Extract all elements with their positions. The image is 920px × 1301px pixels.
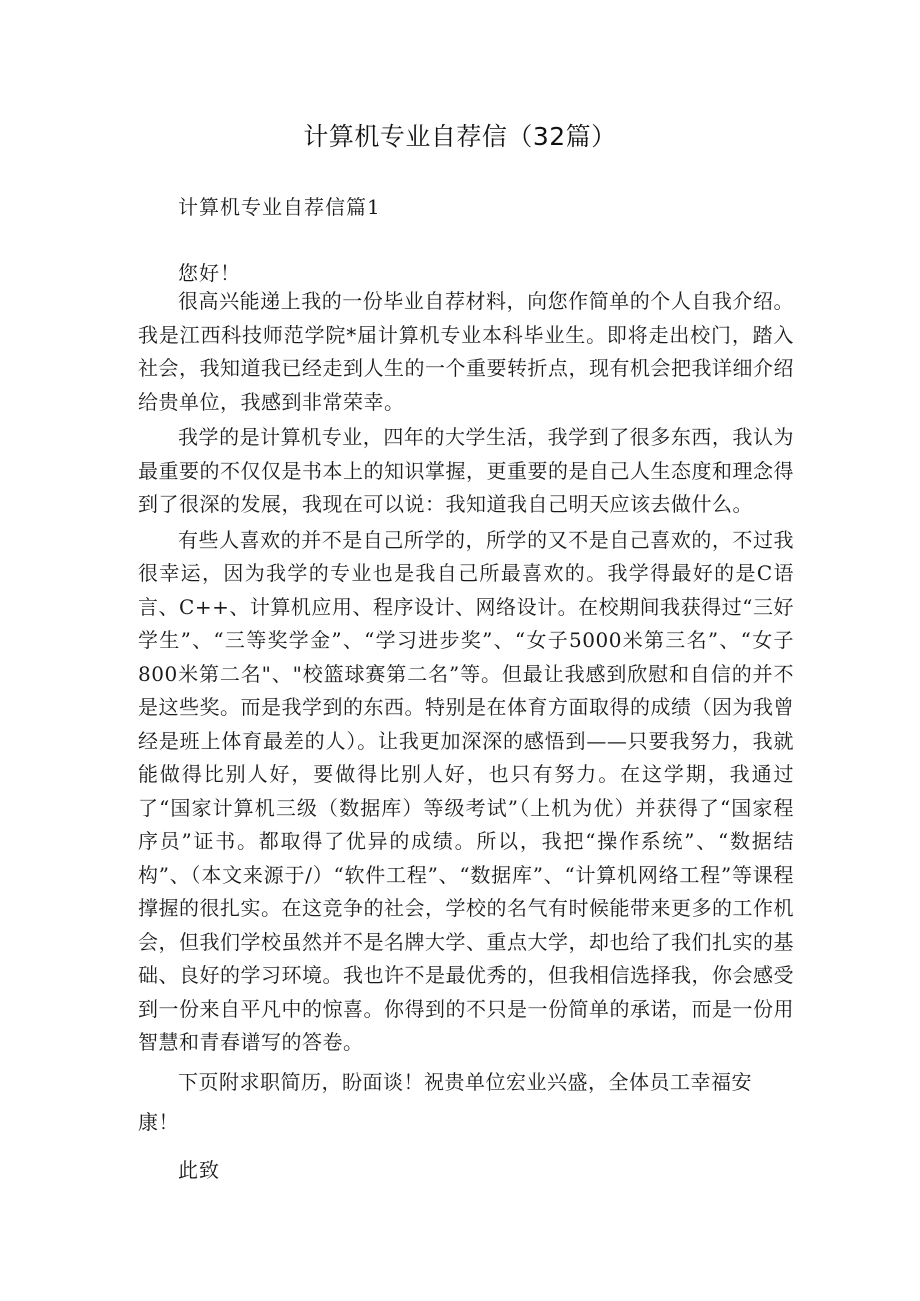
sign-off: 此致 — [178, 1157, 220, 1182]
closing-tail: 康！ — [138, 1109, 179, 1134]
letter-body — [138, 285, 794, 1188]
closing-line: 下页附求职简历，盼面谈！祝贵单位宏业兴盛，全体员工幸福安 — [178, 1069, 752, 1094]
document-title: 计算机专业自荐信（32篇） — [303, 122, 617, 151]
paragraph-major: 我学的是计算机专业，四年的大学生活，我学到了很多东西，我认为最重要的不仅仅是书本上的知识掌握，更重要的是自己人生态度和理念得到了很深的发展，我现在可以说：我知道我自己明天应该去做什么。 — [138, 425, 794, 516]
letter-greeting: 您好！ — [178, 261, 241, 285]
paragraph-achievements: 有些人喜欢的并不是自己所学的，所学的又不是自己喜欢的，不过我很幸运，因为我学的专业也是我自己所最喜欢的。我学得最好的是C语言、C++、计算机应用、程序设计、网络设计。在校期间我获得过“三好学生”、“三等奖学金”、“学习进步奖”、“女子5000米第三名”、“女子800米第二名"、"校篮球赛第二名”等。但最让我感到欣慰和自信的并不是这些奖。而是我学到的东西。特别是在体育方面取得的成绩（因为我曾经是班上体育最差的人）。让我更加深深的感悟到——只要我努力，我就能做得比别人好，要做得比别人好，也只有努力。在这学期，我通过了“国家计算机三级（数据库）等级考试”（上机为优）并获得了“国家程序员”证书。都取得了优异的成绩。所以，我把“操作系统”、“数据结构”、（本文来源于/）“软件工程”、“数据库”、“计算机网络工程”等课程撑握的很扎实。在这竞争的社会，学校的名气有时候能带来更多的工作机会，但我们学校虽然并不是名牌大学、重点大学，却也给了我们扎实的基础、良好的学习环境。我也许不是最优秀的，但我相信选择我，你会感受到一份来自平凡中的惊喜。你得到的不只是一份简单的承诺，而是一份用智慧和青春谱写的答卷。 — [138, 527, 794, 1054]
paragraph-intro: 很高兴能递上我的一份毕业自荐材料，向您作简单的个人自我介绍。我是江西科技师范学院*届计算机专业本科毕业生。即将走出校门，踏入社会，我知道我已经走到人生的一个重要转折点，现有机会把我详细介绍给贵单位，我感到非常荣幸。 — [138, 289, 794, 414]
letter-subheading: 计算机专业自荐信篇1 — [178, 195, 381, 219]
